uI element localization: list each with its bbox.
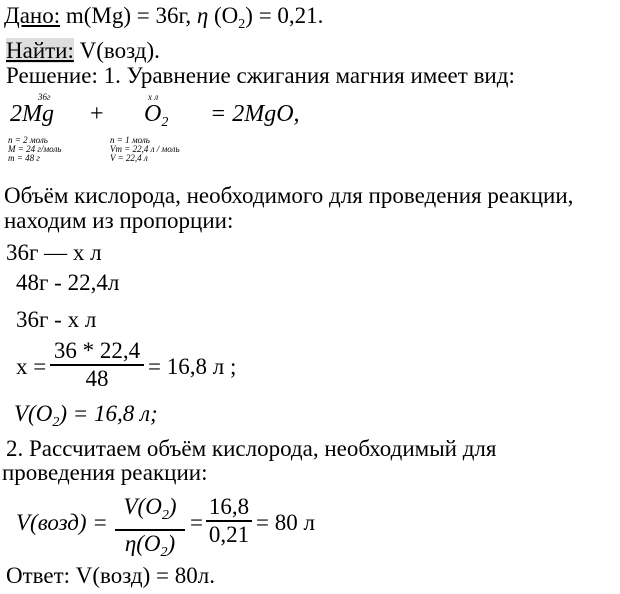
given-line	[4, 3, 323, 33]
given-o2-sub: 2	[238, 17, 246, 32]
find-line	[6, 38, 160, 64]
given-eta-value: ) = 0,21.	[245, 3, 324, 28]
v-o2-sub: 2	[52, 415, 60, 430]
mg-formula: Mg	[22, 101, 54, 127]
v-o2-prefix: V(O	[14, 401, 53, 426]
o2-note-v: V = 22,4 л	[110, 153, 148, 163]
o2-top-label: х л	[148, 92, 159, 102]
v-air-fraction-1	[115, 494, 185, 566]
x-denominator: 48	[85, 365, 109, 391]
proportion-line-2: 48г - 22,4л	[16, 270, 120, 295]
mg-note-mass: m = 48 г	[8, 153, 40, 163]
mg-note-n: n = 2 моль	[8, 135, 48, 145]
x-rhs: = 16,8 л ;	[148, 354, 237, 379]
plus-sign: +	[90, 101, 104, 127]
o2-formula: O	[144, 101, 162, 127]
given-mass: m(Mg) = 36г,	[60, 3, 197, 28]
frac1-num-sub: 2	[161, 508, 169, 523]
o2-note-n: n = 1 моль	[110, 135, 150, 145]
o2-notes	[110, 136, 180, 163]
x-lhs: х =	[16, 354, 47, 379]
v-o2-suffix: ) = 16,8 л;	[59, 401, 158, 426]
frac1-num-b: )	[168, 494, 177, 519]
given-o2-open: (O	[208, 3, 239, 28]
proportion-line-1: 36г — х л	[6, 240, 102, 265]
v-air-rhs	[256, 510, 315, 536]
eta-symbol: η	[196, 3, 209, 28]
x-fraction	[50, 338, 144, 392]
o2-sub: 2	[161, 115, 169, 130]
v-air-eq: =	[190, 510, 203, 535]
given-label: Дано:	[4, 3, 61, 28]
v-o2-line	[14, 401, 158, 431]
mg-top-label: 36г	[38, 92, 51, 102]
answer-line: Ответ: V(возд) = 80л.	[6, 563, 215, 588]
solution-intro: Решение: 1. Уравнение сжигания магния имеет вид:	[6, 63, 515, 88]
frac2-den: 0,21	[208, 521, 250, 547]
frac1-num-a: V(O	[123, 494, 162, 519]
frac1-den-a: η(O	[124, 530, 161, 556]
mg-term	[10, 101, 54, 128]
find-label: Найти:	[6, 38, 74, 63]
frac1-den-b: )	[167, 530, 176, 556]
step2-line-2: проведения реакции:	[2, 460, 208, 485]
proportion-line-3: 36г - х л	[16, 307, 97, 332]
o2-note-vm: Vm = 22,4 л / моль	[110, 144, 180, 154]
oxygen-text-2: находим из пропорции:	[4, 208, 234, 233]
equation-result: = 2MgO,	[210, 101, 300, 127]
v-air-result: = 80 л	[256, 510, 315, 535]
mg-notes	[8, 136, 61, 163]
x-numerator: 36 * 22,4	[53, 338, 141, 363]
frac2-num: 16,8	[208, 494, 250, 519]
mg-coef: 2	[10, 101, 22, 127]
find-text: V(возд).	[73, 38, 160, 63]
v-air-frac1-den	[125, 531, 175, 566]
v-air-fraction-2	[206, 494, 252, 548]
mg-note-m: M = 24 г/моль	[8, 144, 62, 154]
o2-term	[144, 101, 168, 131]
step2-line-1: 2. Рассчитаем объём кислорода, необходимый для	[6, 436, 497, 461]
v-air-frac1-num	[124, 494, 177, 529]
oxygen-text-1: Объём кислорода, необходимого для проведения реакции,	[4, 183, 574, 208]
frac1-den-sub: 2	[160, 544, 168, 560]
v-air-lhs: V(возд) =	[16, 510, 108, 535]
